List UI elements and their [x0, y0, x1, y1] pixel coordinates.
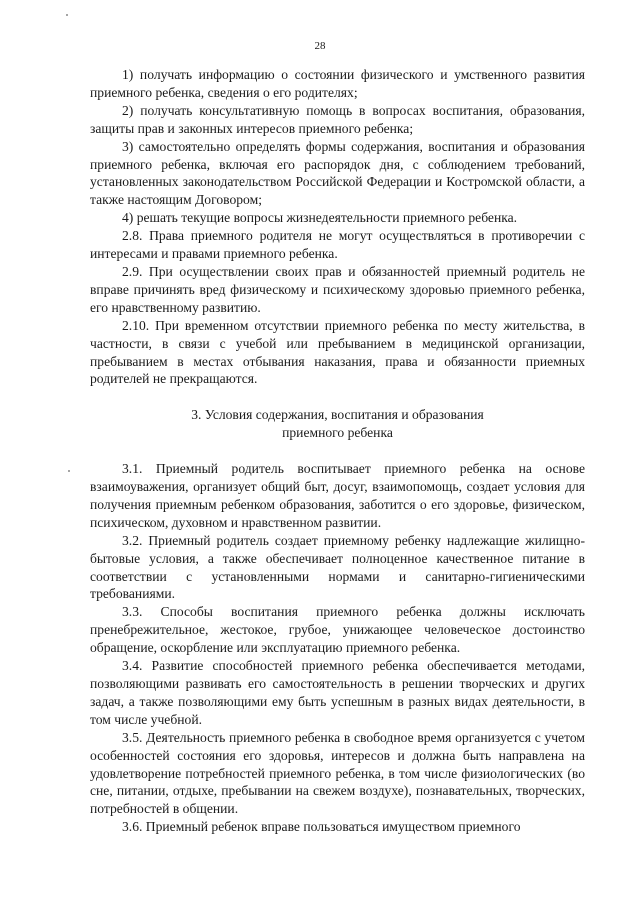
paragraph-item-1: 1) получать информацию о состоянии физического и умственного развития приемного ребенка, сведения о его родителях;	[90, 67, 585, 100]
scan-speck	[66, 14, 68, 16]
section-heading	[90, 406, 585, 442]
paragraph-clause-3-2: 3.2. Приемный родитель создает приемному ребенку надлежащие жилищно-бытовые условия, а также обеспечивает полноценное качественное питание в соответствии с установленными нормами и санитарно-гигиеническими требованиями.	[90, 532, 585, 602]
paragraph-clause-3-3: 3.3. Способы воспитания приемного ребенка должны исключать пренебрежительное, жестокое, грубое, унижающее человеческое достоинство обращение, оскорбление или эксплуатацию приемного ребенка.	[90, 604, 585, 656]
section-heading-line-1: 3. Условия содержания, воспитания и образования	[191, 407, 484, 423]
paragraph-clause-3-5: 3.5. Деятельность приемного ребенка в свободное время организуется с учетом особенностей состояния его здоровья, интересов и должна быть направлена на удовлетворение потребностей приемного ребенка, в том числе физиологических (во сне, питании, отдыхе, пребывании на свежем воздухе), познавательных, творческих, потребностей в общении.	[90, 729, 585, 817]
paragraph-clause-2-8: 2.8. Права приемного родителя не могут осуществляться в противоречии с интересами и правами приемного ребенка.	[90, 228, 585, 262]
page-number: 28	[314, 40, 326, 52]
document-body	[90, 66, 585, 836]
paragraph-clause-2-9: 2.9. При осуществлении своих прав и обязанностей приемный родитель не вправе причинять вред физическому и психическому здоровью приемного ребенка, его нравственному развитию.	[90, 263, 585, 315]
paragraph-clause-2-10: 2.10. При временном отсутствии приемного ребенка по месту жительства, в частности, в связи с учебой или пребыванием в медицинской организации, пребыванием в местах отбывания наказания, права и обязанности приемных родителей не прекращаются.	[90, 317, 585, 387]
paragraph-clause-3-1: 3.1. Приемный родитель воспитывает приемного ребенка на основе взаимоуважения, организует общий быт, досуг, взаимопомощь, создает условия для получения приемным ребенком образования, заботится о его здоровье, физическом, психическом, духовном и нравственном развитии.	[90, 461, 585, 530]
scan-speck	[68, 470, 70, 472]
paragraph-clause-3-6: 3.6. Приемный ребенок вправе пользоваться имуществом приемного	[122, 819, 521, 835]
paragraph-item-2: 2) получать консультативную помощь в вопросах воспитания, образования, защиты прав и законных интересов приемного ребенка;	[90, 102, 585, 136]
paragraph-item-4: 4) решать текущие вопросы жизнедеятельности приемного ребенка.	[122, 210, 518, 226]
paragraph-item-3: 3) самостоятельно определять формы содержания, воспитания и образования приемного ребенка, включая его распорядок дня, с соблюдением требований, установленных законодательством Российской Федерации и Костромской области, а также настоящим Договором;	[90, 138, 585, 208]
section-heading-line-2: приемного ребенка	[282, 425, 393, 441]
paragraph-clause-3-4: 3.4. Развитие способностей приемного ребенка обеспечивается методами, позволяющими развивать его самостоятельность в решении творческих и других задач, а также позволяющими ему быть успешным в разных видах деятельности, в том числе учебной.	[90, 658, 585, 727]
